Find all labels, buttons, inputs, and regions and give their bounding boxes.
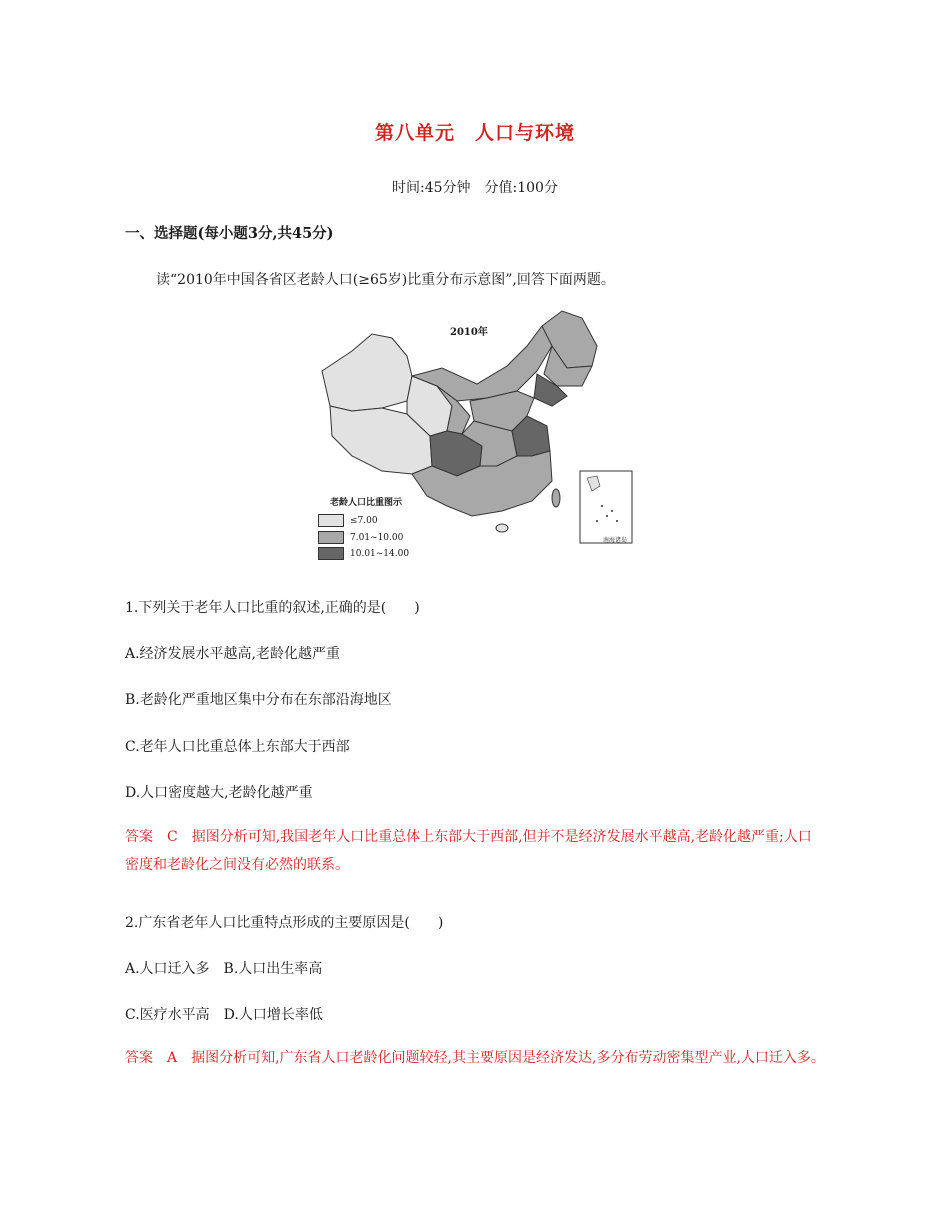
q2-options-cd: C.医疗水平高 D.人口增长率低 — [125, 1007, 323, 1023]
legend-label: 10.01~14.00 — [350, 548, 410, 559]
section-heading: 一、选择题(每小题3分,共45分) — [125, 225, 334, 242]
exam-meta: 时间:45分钟 分值:100分 — [392, 180, 558, 196]
legend-title: 老龄人口比重图示 — [330, 498, 403, 508]
q1-option-c: C.老年人口比重总体上东部大于西部 — [125, 739, 350, 755]
legend-item-low — [318, 514, 378, 527]
south-china-sea-inset — [580, 471, 632, 543]
china-population-map — [312, 306, 642, 566]
q1-option-b: B.老龄化严重地区集中分布在东部沿海地区 — [125, 692, 392, 708]
q2-stem: 2.广东省老年人口比重特点形成的主要原因是( ) — [125, 915, 444, 931]
region-xinjiang — [322, 334, 412, 411]
q1-option-d: D.人口密度越大,老龄化越严重 — [125, 785, 313, 801]
legend-swatch — [318, 514, 344, 527]
legend-label: ≤7.00 — [350, 515, 378, 526]
page-title: 第八单元 人口与环境 — [374, 122, 575, 144]
map-year-label: 2010年 — [450, 327, 488, 338]
legend-label: 7.01~10.00 — [350, 532, 404, 543]
q1-answer: 答案 C 据图分析可知,我国老年人口比重总体上东部大于西部,但并不是经济发展水平越高,老龄化越严重;人口密度和老龄化之间没有必然的联系。 — [125, 829, 812, 873]
q1-stem: 1.下列关于老年人口比重的叙述,正确的是( ) — [125, 600, 420, 616]
legend-swatch — [318, 531, 344, 544]
legend-swatch — [318, 547, 344, 560]
legend-item-mid — [318, 531, 403, 544]
question-intro: 读“2010年中国各省区老龄人口(≥65岁)比重分布示意图”,回答下面两题。 — [156, 272, 615, 288]
legend-item-high — [318, 547, 409, 560]
region-hainan — [496, 524, 508, 532]
inset-label: 南海诸岛 — [603, 537, 628, 544]
q2-options-ab: A.人口迁入多 B.人口出生率高 — [125, 961, 323, 977]
region-taiwan — [552, 489, 560, 507]
q1-option-a: A.经济发展水平越高,老龄化越严重 — [125, 646, 341, 662]
q2-answer: 答案 A 据图分析可知,广东省人口老龄化问题较轻,其主要原因是经济发达,多分布劳动密集型产业,人口迁入多。 — [125, 1050, 825, 1066]
